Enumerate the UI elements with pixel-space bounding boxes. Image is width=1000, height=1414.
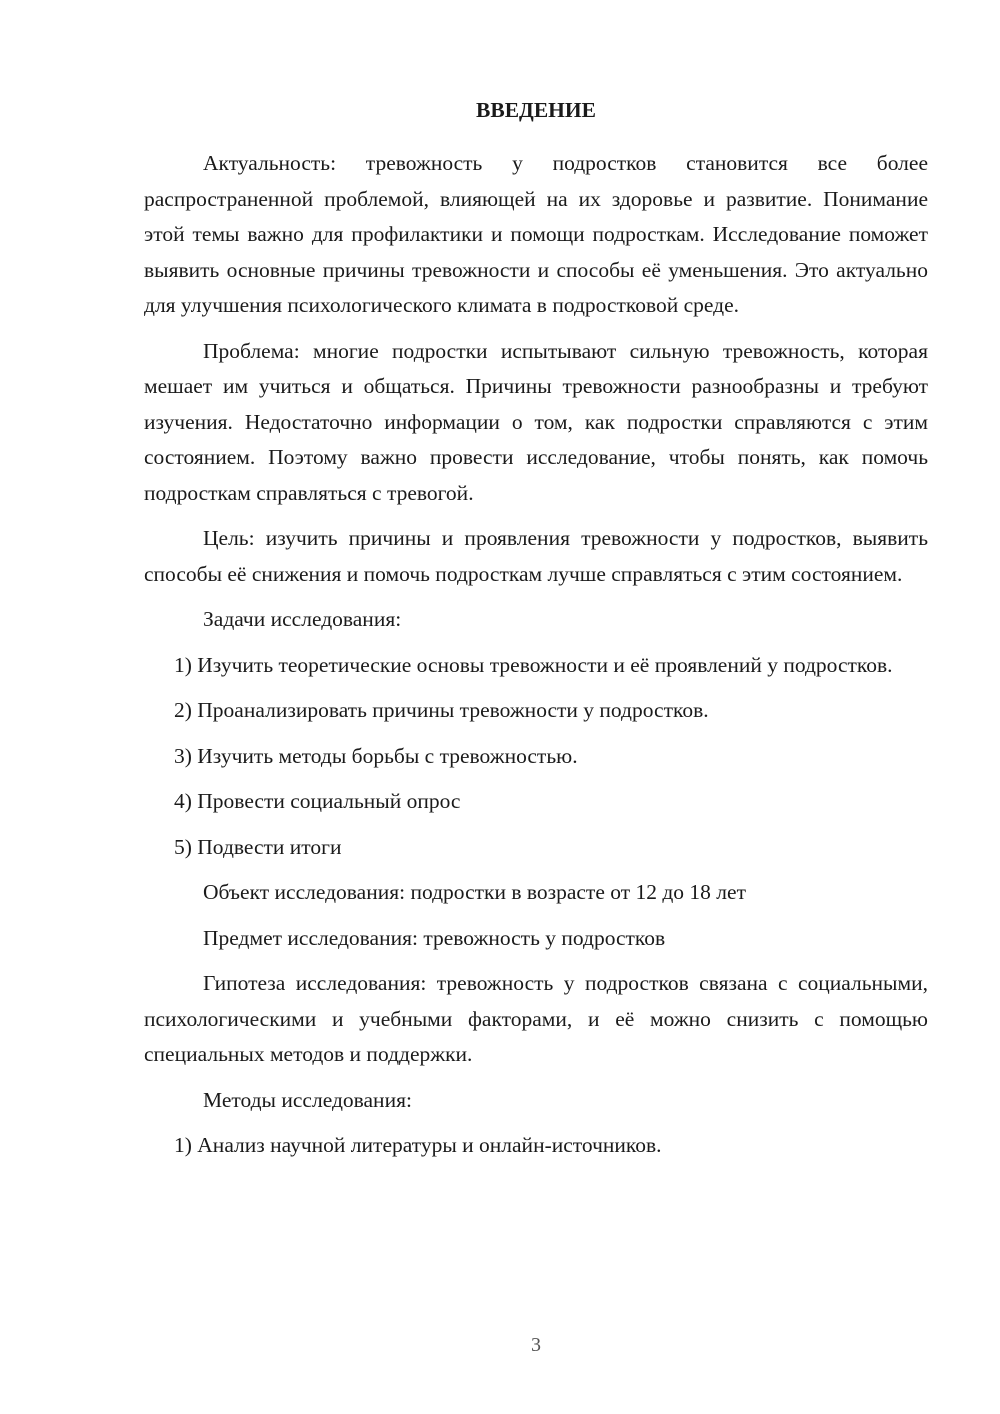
methods-heading: Методы исследования: <box>203 1087 412 1112</box>
object-paragraph: Объект исследования: подростки в возрасте от 12 до 18 лет <box>203 880 746 904</box>
task-item: 2) Проанализировать причины тревожности у подростков. <box>174 698 709 722</box>
task-item: 1) Изучить теоретические основы тревожности и её проявлений у подростков. <box>174 652 893 677</box>
goal-paragraph: Цель: изучить причины и проявления тревожности у подростков, выявить способы её снижения и помочь подросткам лучше справляться с этим состоянием. <box>144 526 928 586</box>
subject-paragraph: Предмет исследования: тревожность у подростков <box>203 925 666 950</box>
page-number: 3 <box>531 1334 541 1356</box>
task-item: 3) Изучить методы борьбы с тревожностью. <box>174 743 578 768</box>
task-item: 4) Провести социальный опрос <box>174 789 461 813</box>
relevance-paragraph: Актуальность: тревожность у подростков становится все более распространенной проблемой, влияющей на их здоровье и развитие. Понимание этой темы важно для профилактики и помощи подросткам. Исследование поможет выявить основные причины тревожности и способы её уменьшения. Это актуально для улучшения психологического климата в подростковой среде. <box>144 151 928 317</box>
section-title: ВВЕДЕНИЕ <box>476 98 596 122</box>
method-item: 1) Анализ научной литературы и онлайн-источников. <box>174 1133 662 1157</box>
tasks-heading: Задачи исследования: <box>203 607 402 631</box>
document-page <box>144 92 928 1174</box>
problem-paragraph: Проблема: многие подростки испытывают сильную тревожность, которая мешает им учиться и общаться. Причины тревожности разнообразны и требуют изучения. Недостаточно информации о том, как подростки справляются с этим состоянием. Поэтому важно провести исследование, чтобы понять, как помочь подросткам справляться с тревогой. <box>144 338 928 505</box>
hypothesis-paragraph: Гипотеза исследования: тревожность у подростков связана с социальными, психологическими и учебными факторами, и её можно снизить с помощью специальных методов и поддержки. <box>144 971 928 1066</box>
task-item: 5) Подвести итоги <box>174 834 342 859</box>
